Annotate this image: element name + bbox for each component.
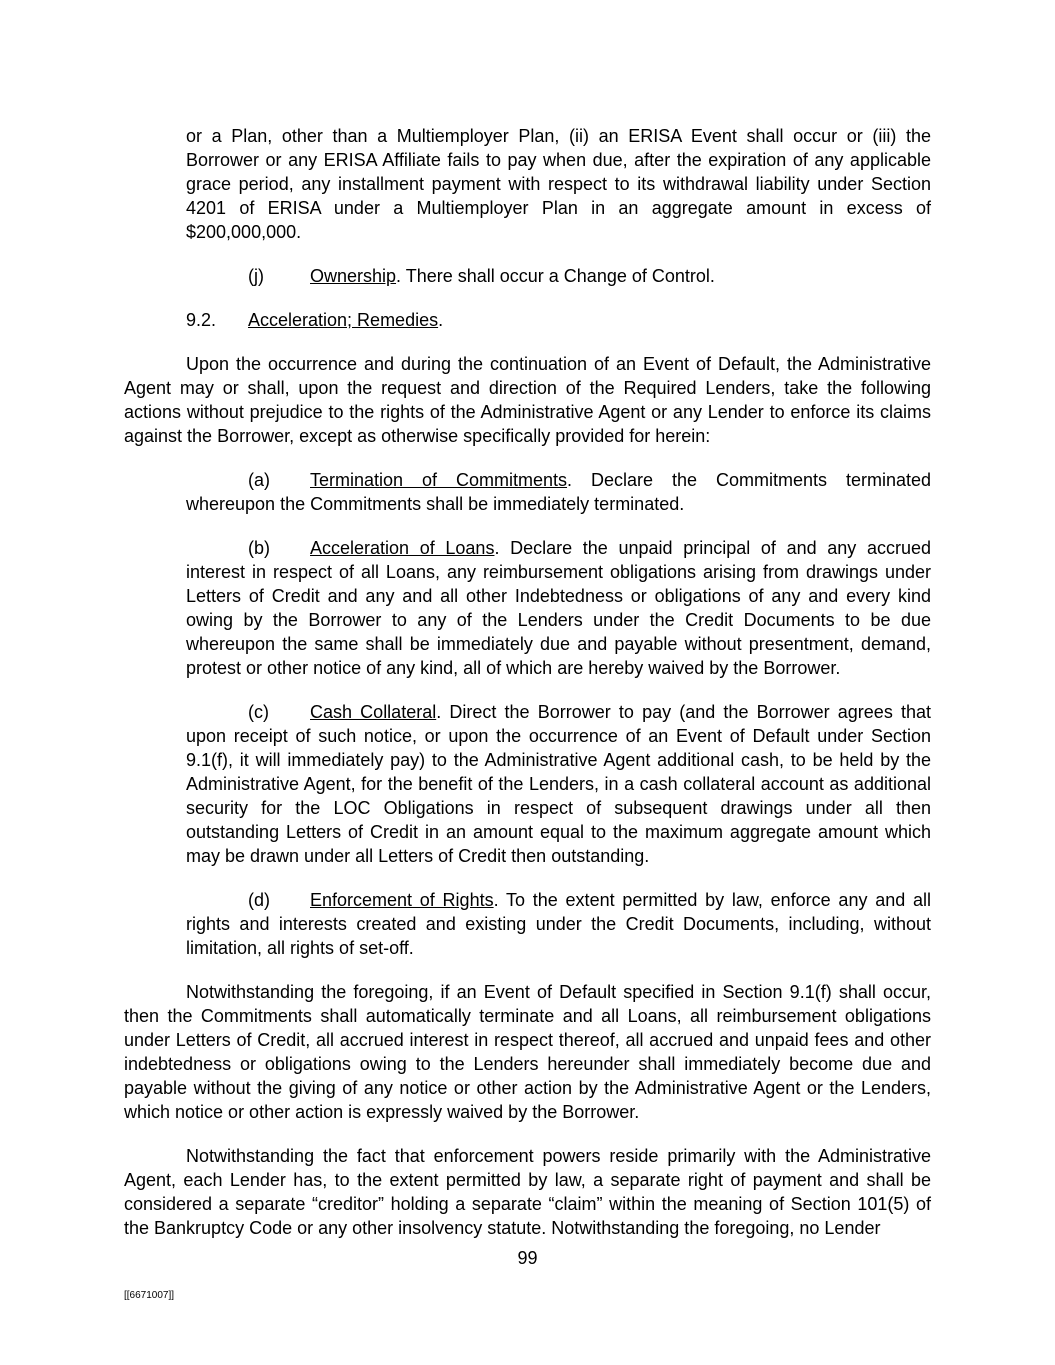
section-9-2-title: Acceleration; Remedies	[248, 310, 439, 330]
clause-d-number: (d)	[248, 890, 270, 910]
clause-b	[124, 536, 931, 680]
clause-c-number: (c)	[248, 702, 269, 722]
clause-b-text: . Declare the unpaid principal of and any accrued interest in respect of all Loans, any reimbursement obligations arising from drawings under Letters of Credit and any and all other Indebtedness or obligations of any and every kind owing by the Borrower to any of the Lenders under the Credit Documents to be due whereupon the same shall be immediately due and payable without presentment, demand, protest or other notice of any kind, all of which are hereby waived by the Borrower.	[186, 538, 931, 678]
document-page	[124, 124, 931, 1260]
clause-c	[124, 700, 931, 868]
clause-j-heading: Ownership	[310, 266, 397, 286]
section-heading-9-2	[124, 308, 931, 332]
clause-j	[124, 264, 931, 288]
clause-b-heading: Acceleration of Loans	[310, 538, 495, 558]
clause-j-number: (j)	[248, 266, 264, 286]
clause-b-number: (b)	[248, 538, 270, 558]
clause-a	[124, 468, 931, 516]
continuation-paragraph: or a Plan, other than a Multiemployer Plan, (ii) an ERISA Event shall occur or (iii) the Borrower or any ERISA Affiliate fails to pay when due, after the expiration of any applicable grace period, any installment payment with respect to its withdrawal liability under Section 4201 of ERISA under a Multiemployer Plan in an aggregate amount in excess of $200,000,000.	[186, 126, 931, 242]
section-9-2-number: 9.2.	[186, 310, 217, 330]
clause-d	[124, 888, 931, 960]
intro-paragraph: Upon the occurrence and during the continuation of an Event of Default, the Administrative Agent may or shall, upon the request and direction of the Required Lenders, take the following actions without prejudice to the rights of the Administrative Agent or any Lender to enforce its claims against the Borrower, except as otherwise specifically provided for herein:	[124, 354, 931, 446]
clause-c-heading: Cash Collateral	[310, 702, 437, 722]
notwithstanding-paragraph-1: Notwithstanding the foregoing, if an Event of Default specified in Section 9.1(f) shall occur, then the Commitments shall automatically terminate and all Loans, all reimbursement obligations under Letters of Credit, all accrued interest in respect thereof, all accrued and unpaid fees and other indebtedness or obligations owing to the Lenders hereunder shall immediately become due and payable without the giving of any notice or other action by the Administrative Agent or the Lenders, which notice or other action is expressly waived by the Borrower.	[124, 982, 931, 1122]
clause-d-heading: Enforcement of Rights	[310, 890, 494, 910]
clause-j-text: . There shall occur a Change of Control.	[396, 266, 715, 286]
clause-a-text: . Declare the Commitments terminated whereupon the Commitments shall be immediately terminated.	[186, 470, 931, 514]
notwithstanding-paragraph-2: Notwithstanding the fact that enforcement powers reside primarily with the Administrative Agent, each Lender has, to the extent permitted by law, a separate right of payment and shall be considered a separate “creditor” holding a separate “claim” within the meaning of Section 101(5) of the Bankruptcy Code or any other insolvency statute. Notwithstanding the foregoing, no Lender	[124, 1146, 931, 1238]
document-id: [[6671007]]	[124, 1290, 175, 1301]
clause-c-text: . Direct the Borrower to pay (and the Borrower agrees that upon receipt of such notice, or upon the occurrence of an Event of Default under Section 9.1(f), it will immediately pay) to the Administrative Agent additional cash, to be held by the Administrative Agent, for the benefit of the Lenders, in a cash collateral account as additional security for the LOC Obligations in respect of subsequent drawings under all then outstanding Letters of Credit in an amount equal to the maximum aggregate amount which may be drawn under all Letters of Credit then outstanding.	[186, 702, 931, 866]
clause-d-text: . To the extent permitted by law, enforce any and all rights and interests created and existing under the Credit Documents, including, without limitation, all rights of set-off.	[186, 890, 931, 958]
section-9-2-trailing: .	[438, 310, 444, 330]
clause-a-number: (a)	[248, 470, 270, 490]
clause-a-heading: Termination of Commitments	[310, 470, 568, 490]
page-number: 99	[517, 1248, 538, 1268]
